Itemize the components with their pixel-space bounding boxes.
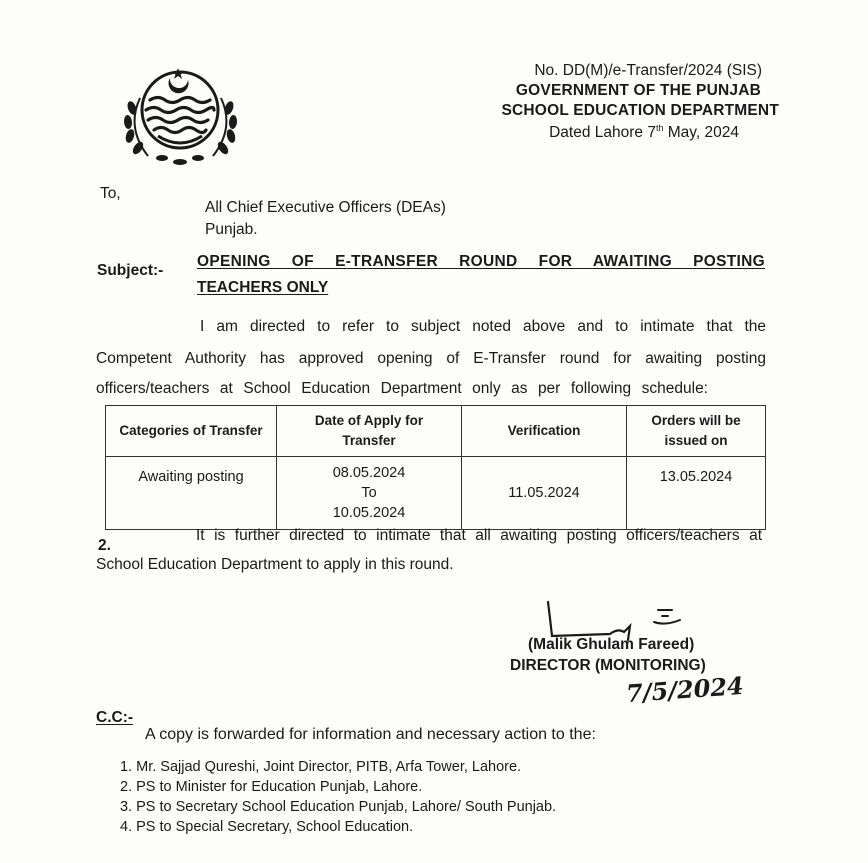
paragraph-1-line-1: I am directed to refer to subject noted above and to intimate that the xyxy=(200,318,766,335)
cell-orders: 13.05.2024 xyxy=(627,457,766,530)
paragraph-1-line-3: officers/teachers at School Education Department only as per following schedule: xyxy=(96,380,708,397)
header-apply-line-1: Date of Apply for xyxy=(314,413,424,428)
handwritten-date: 7/5/2024 xyxy=(625,670,745,709)
list-item: 2. PS to Minister for Education Punjab, Lahore. xyxy=(120,779,423,795)
to-label: To, xyxy=(100,185,121,202)
list-item: 4. PS to Special Secretary, School Education. xyxy=(120,819,414,835)
cell-apply-from: 08.05.2024 xyxy=(332,465,406,481)
header-orders xyxy=(627,406,766,457)
signatory-name: (Malik Ghulam Fareed) xyxy=(528,636,695,653)
header-orders-line-2: issued on xyxy=(664,433,728,448)
addressee-line-2: Punjab. xyxy=(205,221,258,238)
subject-label: Subject:- xyxy=(97,262,164,279)
cc-intro: A copy is forwarded for information and necessary action to the: xyxy=(145,726,596,743)
header-apply-date xyxy=(277,406,462,457)
department-title: SCHOOL EDUCATION DEPARTMENT xyxy=(501,102,779,119)
list-item: 3. PS to Secretary School Education Punjab, Lahore/ South Punjab. xyxy=(120,799,557,815)
header-category: Categories of Transfer xyxy=(106,406,277,457)
header-verification: Verification xyxy=(462,406,627,457)
punjab-emblem-icon xyxy=(118,58,243,168)
header-orders-line-1: Orders will be xyxy=(651,413,741,428)
cell-apply-to-word: To xyxy=(361,485,377,501)
addressee-line-1: All Chief Executive Officers (DEAs) xyxy=(205,199,446,216)
cc-list xyxy=(120,757,556,837)
paragraph-2-number: 2. xyxy=(98,537,111,554)
cc-label: C.C:- xyxy=(96,709,134,726)
paragraph-2-line-2: School Education Department to apply in this round. xyxy=(96,556,454,573)
subject-line-1: OPENING OF E-TRANSFER ROUND FOR AWAITING POSTING xyxy=(197,253,765,270)
dated-prefix: Dated Lahore 7 xyxy=(549,124,656,142)
header-apply-line-2: Transfer xyxy=(342,433,396,448)
dated-month-year: May, 2024 xyxy=(663,124,739,142)
cell-verification: 11.05.2024 xyxy=(462,457,627,530)
subject-line-2: TEACHERS ONLY xyxy=(197,279,329,296)
table-header-row xyxy=(106,406,766,457)
government-title: GOVERNMENT OF THE PUNJAB xyxy=(515,82,761,99)
list-item: 1. Mr. Sajjad Qureshi, Joint Director, PITB, Arfa Tower, Lahore. xyxy=(120,759,522,775)
cell-apply-dates xyxy=(277,457,462,530)
paragraph-2-line-1: It is further directed to intimate that all awaiting posting officers/teachers at xyxy=(196,527,762,544)
table-row xyxy=(106,457,766,530)
signatory-designation: DIRECTOR (MONITORING) xyxy=(510,657,706,674)
cell-apply-to: 10.05.2024 xyxy=(332,505,406,521)
schedule-table xyxy=(105,405,766,530)
reference-number: No. DD(M)/e-Transfer/2024 (SIS) xyxy=(534,62,762,79)
cell-category: Awaiting posting xyxy=(106,457,277,530)
dated-line xyxy=(549,123,739,142)
paragraph-1-line-2: Competent Authority has approved opening of E-Transfer round for awaiting posting xyxy=(96,350,766,367)
dated-suffix-ordinal: th xyxy=(655,123,664,133)
